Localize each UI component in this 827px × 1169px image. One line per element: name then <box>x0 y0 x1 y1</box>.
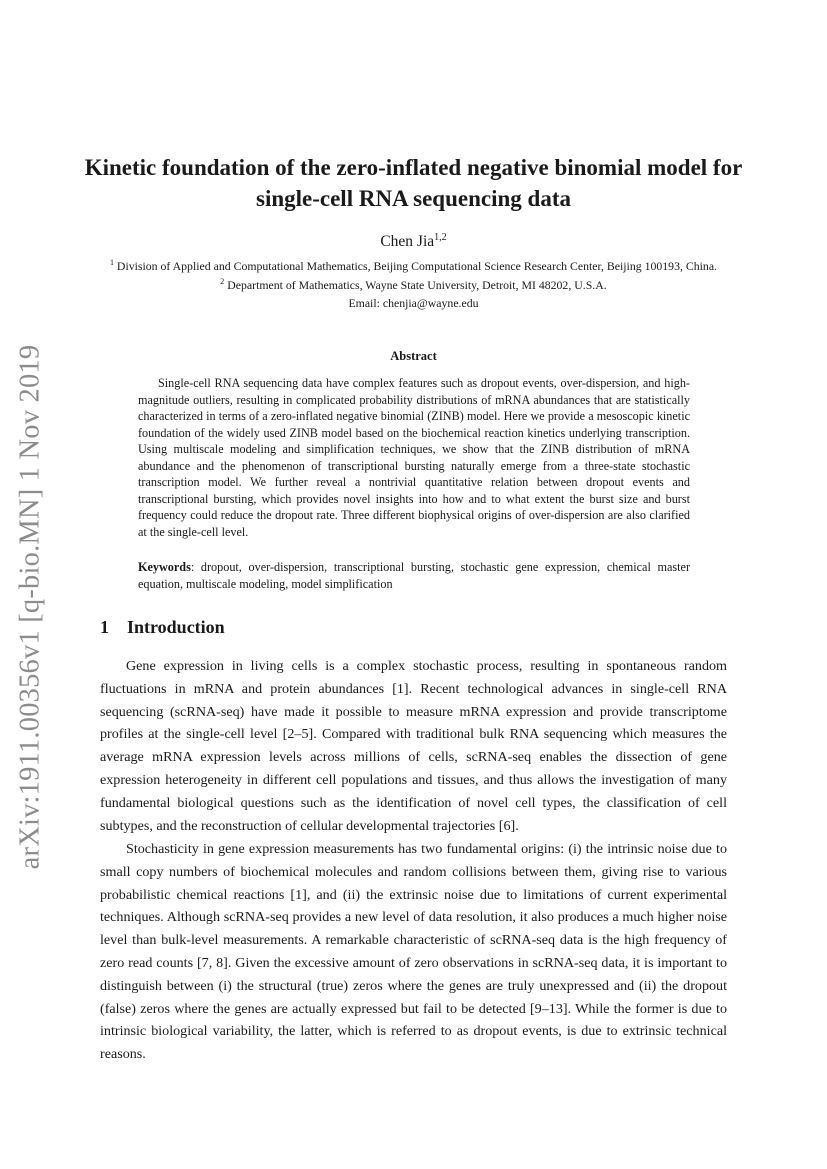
abstract-text: Single-cell RNA sequencing data have complex features such as dropout events, over-dispersion, and high-magnitude outliers, resulting in complicated probability distributions of mRNA abundances that are statistically characterized in terms of a zero-inflated negative binomial (ZINB) model. Here we provide a mesoscopic kinetic foundation of the widely used ZINB model based on the biochemical reaction kinetics underlying transcription. Using multiscale modeling and simplification techniques, we show that the ZINB distribution of mRNA abundance and the phenomenon of transcriptional bursting naturally emerge from a three-state stochastic transcription model. We further reveal a nontrivial quantitative relation between dropout events and transcriptional bursting, which provides novel insights into how and to what extent the burst size and burst frequency could reduce the dropout rate. Three different biophysical origins of over-dispersion are also clarified at the single-cell level. <box>138 376 690 539</box>
section-heading-introduction <box>100 617 225 638</box>
abstract-heading: Abstract <box>390 349 437 363</box>
affiliation-2 <box>0 277 827 293</box>
author-email: Email: chenjia@wayne.edu <box>348 296 479 310</box>
paper-title: Kinetic foundation of the zero-inflated negative binomial model for single-cell RNA sequencing data <box>84 155 743 211</box>
arxiv-identifier-stamp <box>10 342 50 872</box>
section-title: Introduction <box>127 617 225 637</box>
author-affiliation-marks: 1,2 <box>434 232 447 243</box>
affiliation-1 <box>0 258 827 274</box>
body-paragraph-1: Gene expression in living cells is a complex stochastic process, resulting in spontaneous random fluctuations in mRNA and protein abundances [1]. Recent technological advances in single-cell RNA sequencing (scRNA-seq) have made it possible to measure mRNA expression and provide transcriptome profiles at the single-cell level [2–5]. Compared with traditional bulk RNA sequencing which measures the average mRNA expression levels across millions of cells, scRNA-seq enables the dissection of gene expression heterogeneity in different cell populations and tissues, and thus allows the investigation of many fundamental biological questions such as the identification of novel cell types, the classification of cell subtypes, and the reconstruction of cellular developmental trajectories [6]. <box>100 658 727 834</box>
arxiv-identifier-text: arXiv:1911.00356v1 [q-bio.MN] 1 Nov 2019 <box>14 344 45 870</box>
affiliation-2-text: Department of Mathematics, Wayne State University, Detroit, MI 48202, U.S.A. <box>227 277 607 292</box>
affiliation-2-mark: 2 <box>220 277 225 286</box>
body-paragraph-2: Stochasticity in gene expression measurements has two fundamental origins: (i) the intrinsic noise due to small copy numbers of biochemical molecules and random collisions between them, giving rise to various probabilistic chemical reactions [1], and (ii) the extrinsic noise due to limitations of current experimental techniques. Although scRNA-seq provides a new level of data resolution, it also produces a much higher noise level than bulk-level measurements. A remarkable characteristic of scRNA-seq data is the high frequency of zero read counts [7, 8]. Given the excessive amount of zero observations in scRNA-seq data, it is important to distinguish between (i) the structural (true) zeros where the genes are truly unexpressed and (ii) the dropout (false) zeros where the genes are actually expressed but fail to be detected [9–13]. While the former is due to intrinsic biological variability, the latter, which is referred to as dropout events, is due to extrinsic technical reasons. <box>100 841 727 1063</box>
keywords-label: Keywords <box>138 560 191 574</box>
keywords <box>138 559 690 592</box>
keywords-text: : dropout, over-dispersion, transcriptional bursting, stochastic gene expression, chemical master equation, multiscale modeling, model simplification <box>138 560 690 591</box>
section-number: 1 <box>100 617 109 637</box>
affiliation-1-text: Division of Applied and Computational Mathematics, Beijing Computational Science Research Center, Beijing 100193, China. <box>116 258 718 273</box>
affiliation-1-mark: 1 <box>109 258 114 267</box>
author-line <box>0 232 827 251</box>
author-name: Chen Jia <box>380 233 435 251</box>
